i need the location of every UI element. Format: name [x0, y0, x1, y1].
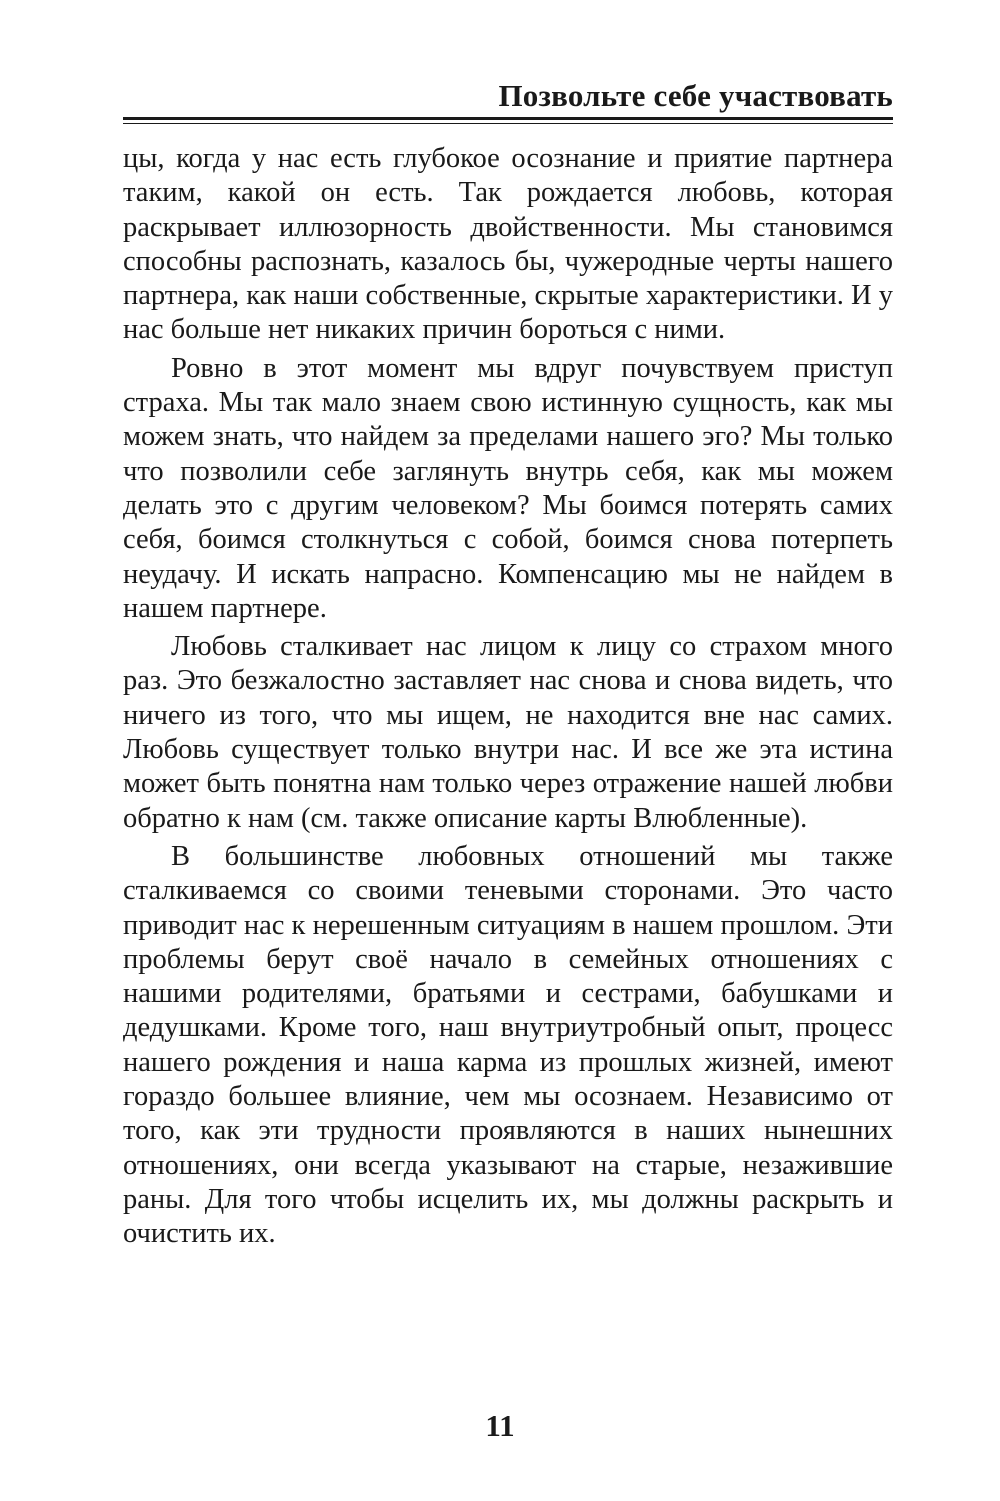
paragraph-3: Любовь сталкивает нас лицом к лицу со страхом много раз. Это безжалостно заставляет нас снова и снова видеть, что ничего из того, что мы ищем, не находится вне нас самих. Любовь существует только внутри нас. И все же эта истина может быть понятна нам только через отражение нашей любви обратно к нам (см. также описание карты Влюбленные).	[123, 631, 893, 834]
paragraph-2: Ровно в этот момент мы вдруг почувствуем приступ страха. Мы так мало знаем свою истинную сущность, как мы можем знать, что найдем за пределами нашего эго? Мы только что позволили себе заглянуть внутрь себя, как мы можем делать это с другим человеком? Мы боимся потерять самих себя, боимся столкнуться с собой, боимся снова потерпеть неудачу. И искать напрасно. Компенсацию мы не найдем в нашем партнере.	[123, 352, 893, 624]
page-number: 11	[485, 1408, 515, 1443]
header-rule-thin	[123, 123, 893, 124]
header-rule-thick	[123, 117, 893, 120]
running-header-title: Позвольте себе участвовать	[498, 78, 893, 113]
paragraph-4: В большинстве любовных отношений мы также сталкиваемся со своими теневыми сторонами. Это часто приводит нас к нерешенным ситуациям в нашем прошлом. Эти проблемы берут своё начало в семейных отношениях с нашими родителями, братьями и сестрами, бабушками и дедушками. Кроме того, наш внутриутробный опыт, процесс нашего рождения и наша карма из прошлых жизней, имеют гораздо большее влияние, чем мы осознаем. Независимо от того, как эти трудности проявляются в наших нынешних отношениях, они всегда указывают на старые, незажившие раны. Для того чтобы исцелить их, мы должны раскрыть и очистить их.	[123, 840, 893, 1250]
page-text-body	[123, 142, 893, 1256]
paragraph-1: цы, когда у нас есть глубокое осознание и приятие партнера таким, какой он есть. Так рождается любовь, которая раскрывает иллюзорность двойственности. Мы становимся способны распознать, казалось бы, чужеродные черты нашего партнера, как наши собственные, скрытые характеристики. И у нас больше нет никаких причин бороться с ними.	[123, 143, 893, 346]
